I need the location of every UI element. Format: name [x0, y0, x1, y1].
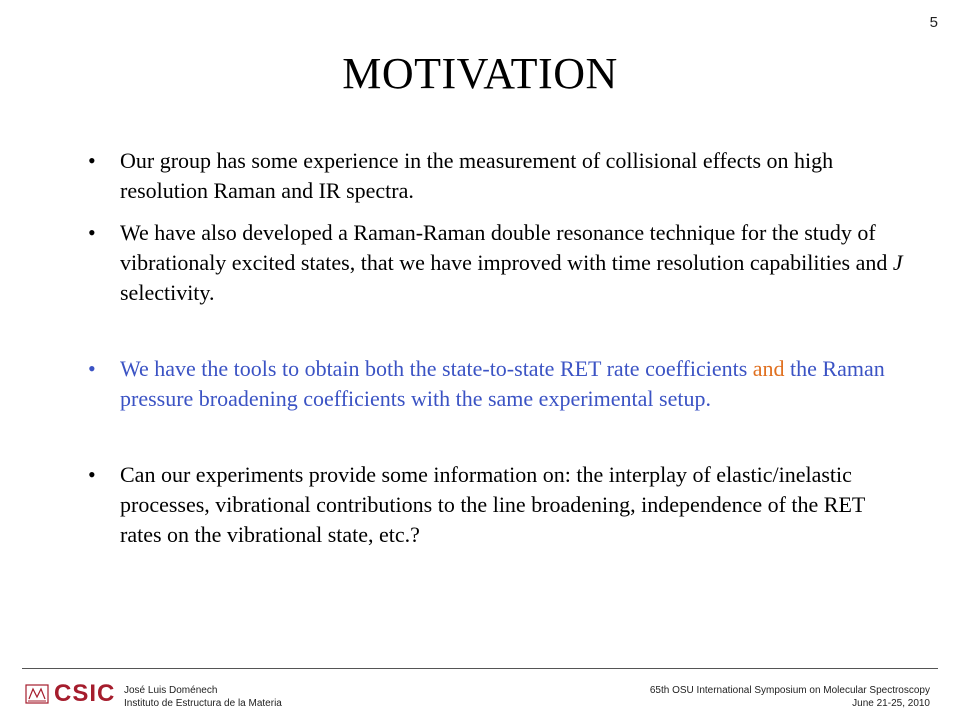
- bullet-marker: •: [88, 462, 96, 487]
- bullet-item: [88, 146, 908, 206]
- bullet-item: [88, 460, 908, 550]
- footer-divider: [22, 668, 938, 669]
- footer-symposium: 65th OSU International Symposium on Molecular Spectroscopy: [649, 685, 930, 696]
- footer-author-block: [124, 684, 282, 710]
- bullet-text-part: the Raman pressure broadening coefficients with the same experimental setup.: [120, 356, 885, 411]
- bullet-list: [88, 146, 908, 562]
- bullet-text: Can our experiments provide some information on: the interplay of elastic/inelastic processes, vibrational contributions to the line broadening, independence of the RET rates on the vibrational state, etc.?: [120, 462, 865, 547]
- bullet-text-italic-j: J: [892, 250, 903, 275]
- footer-dates: June 21-25, 2010: [852, 698, 930, 709]
- slide-title: MOTIVATION: [342, 49, 618, 98]
- bullet-text: [120, 220, 903, 305]
- bullet-marker: •: [88, 220, 96, 245]
- bullet-text: [120, 356, 885, 411]
- bullet-marker: •: [88, 356, 96, 381]
- csic-emblem-icon: [24, 683, 50, 705]
- bullet-text-part: We have the tools to obtain both the state-to-state RET rate coefficients: [120, 356, 753, 381]
- bullet-item: [88, 218, 908, 308]
- logo-text: CSIC: [54, 680, 116, 707]
- bullet-item-highlighted: [88, 354, 908, 414]
- bullet-text-part: We have also developed a Raman-Raman double resonance technique for the study of vibrationaly excited states, that we have improved with time resolution capabilities and: [120, 220, 893, 275]
- footer-author: José Luis Doménech: [124, 685, 218, 696]
- bullet-marker: •: [88, 148, 96, 173]
- csic-logo: [24, 682, 115, 706]
- bullet-text: Our group has some experience in the measurement of collisional effects on high resolution Raman and IR spectra.: [120, 148, 834, 203]
- slide-number: 5: [929, 14, 938, 31]
- bullet-text-part: selectivity.: [120, 280, 215, 305]
- footer-event-block: [650, 684, 930, 710]
- bullet-text-and-highlight: and: [752, 356, 785, 381]
- footer-institute: Instituto de Estructura de la Materia: [124, 698, 282, 709]
